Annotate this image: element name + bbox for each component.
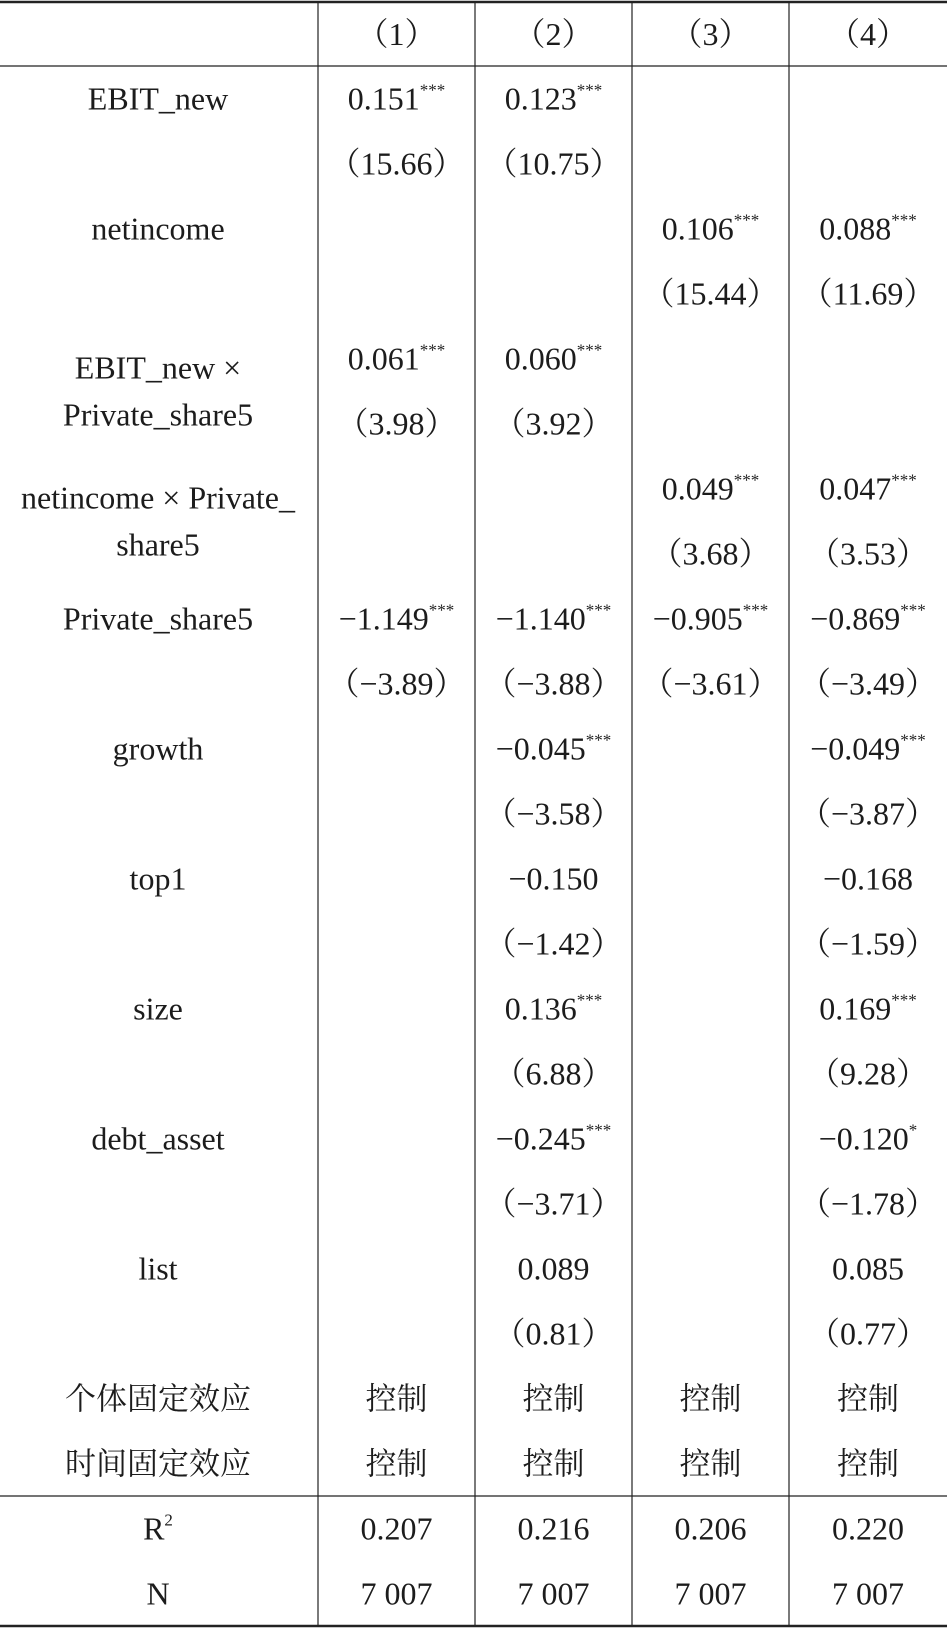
t-stat-cell: （−3.89） (327, 665, 466, 702)
t-stat-cell: （−1.42） (484, 925, 623, 962)
significance-stars: *** (742, 600, 769, 620)
row-label: list (138, 1250, 178, 1287)
coefficient-cell: 0.049*** (661, 470, 760, 507)
coefficient-cell: −1.140*** (495, 600, 612, 637)
row-label: EBIT_new × (74, 349, 242, 386)
coefficient-cell: 0.085 (832, 1250, 904, 1287)
t-stat-cell: （15.44） (642, 275, 779, 312)
significance-stars: *** (891, 210, 917, 230)
stat-cell: 7 007 (674, 1575, 747, 1612)
significance-stars: *** (585, 1120, 612, 1140)
significance-stars: *** (891, 990, 917, 1010)
stat-cell: 0.207 (360, 1510, 433, 1547)
coefficient-cell: 0.151*** (347, 80, 446, 117)
control-cell: 控制 (365, 1381, 428, 1418)
t-stat-cell: （−3.88） (484, 665, 623, 702)
t-stat-cell: （9.28） (807, 1055, 929, 1092)
t-stat-cell: （0.81） (493, 1315, 614, 1352)
coefficient-cell: 0.136*** (504, 990, 603, 1027)
coefficient-cell: 0.060*** (504, 340, 603, 377)
column-header-1: （1） (356, 16, 437, 52)
significance-stars: *** (576, 340, 603, 360)
coefficient-cell: −0.049*** (810, 730, 926, 767)
t-stat-cell: （6.88） (493, 1055, 614, 1092)
control-cell: 控制 (365, 1446, 428, 1483)
stat-label: N (146, 1575, 170, 1612)
significance-stars: *** (428, 600, 455, 620)
significance-stars: *** (585, 730, 612, 750)
column-header-3: （3） (670, 16, 751, 52)
coefficient-cell: −0.120* (818, 1120, 918, 1157)
coefficient-cell: −0.045*** (495, 730, 612, 767)
stat-cell: 7 007 (832, 1575, 904, 1612)
stat-cell: 0.206 (674, 1510, 747, 1547)
coefficient-cell: −0.905*** (652, 600, 769, 637)
control-cell: 控制 (837, 1446, 899, 1483)
coefficient-cell: −0.150 (508, 860, 599, 897)
coefficient-cell: −0.168 (822, 860, 914, 897)
stat-cell: 7 007 (517, 1575, 590, 1612)
coefficient-cell: 0.123*** (504, 80, 603, 117)
t-stat-cell: （−1.78） (798, 1185, 938, 1222)
significance-stars: *** (733, 470, 760, 490)
t-stat-cell: （3.92） (493, 405, 614, 442)
row-label: EBIT_new (87, 80, 229, 117)
coefficient-cell: −0.869*** (810, 600, 926, 637)
t-stat-cell: （3.98） (336, 405, 457, 442)
control-cell: 控制 (679, 1446, 742, 1483)
t-stat-cell: （−3.71） (484, 1185, 623, 1222)
row-label: top1 (129, 860, 187, 897)
significance-stars: *** (419, 340, 446, 360)
stat-label: $R^2$ (143, 1510, 173, 1547)
significance-stars: *** (419, 80, 446, 100)
control-cell: 控制 (679, 1381, 742, 1418)
stat-cell: 7 007 (360, 1575, 433, 1612)
row-label: Private_share5 (62, 396, 254, 433)
coefficient-cell: 0.106*** (661, 210, 760, 247)
stat-cell: 0.220 (832, 1510, 904, 1547)
t-stat-cell: （3.68） (650, 535, 771, 572)
t-stat-cell: （−3.87） (798, 795, 938, 832)
t-stat-cell: （−3.61） (641, 665, 780, 702)
stat-cell: 0.216 (517, 1510, 590, 1547)
significance-stars: *** (733, 210, 760, 230)
t-stat-cell: （11.69） (800, 275, 936, 312)
control-label: 个体固定效应 (65, 1381, 251, 1418)
control-cell: 控制 (837, 1381, 899, 1418)
row-label: netincome × Private_ (21, 479, 295, 516)
significance-stars: *** (576, 990, 603, 1010)
coefficient-cell: 0.047*** (819, 470, 917, 507)
coefficient-cell: 0.088*** (819, 210, 917, 247)
column-header-2: （2） (513, 16, 594, 52)
row-label: growth (112, 730, 204, 767)
coefficient-cell: 0.089 (517, 1250, 590, 1287)
row-label: Private_share5 (62, 600, 254, 637)
coefficient-cell: −0.245*** (495, 1120, 612, 1157)
coefficient-cell: −1.149*** (338, 600, 455, 637)
row-label: netincome (91, 210, 225, 247)
significance-stars: * (908, 1120, 918, 1140)
coefficient-cell: 0.061*** (347, 340, 446, 377)
control-label: 时间固定效应 (65, 1446, 251, 1483)
significance-stars: *** (891, 470, 917, 490)
row-label: share5 (116, 526, 200, 563)
t-stat-cell: （15.66） (328, 145, 465, 182)
control-cell: 控制 (522, 1381, 585, 1418)
column-header-4: （4） (827, 16, 909, 52)
significance-stars: *** (576, 80, 603, 100)
control-cell: 控制 (522, 1446, 585, 1483)
significance-stars: *** (900, 600, 926, 620)
t-stat-cell: （3.53） (807, 535, 929, 572)
coefficient-cell: 0.169*** (819, 990, 917, 1027)
t-stat-cell: （−3.49） (798, 665, 938, 702)
t-stat-cell: （0.77） (807, 1315, 929, 1352)
significance-stars: *** (585, 600, 612, 620)
significance-stars: *** (900, 730, 926, 750)
t-stat-cell: （10.75） (485, 145, 622, 182)
t-stat-cell: （−3.58） (484, 795, 623, 832)
t-stat-cell: （−1.59） (798, 925, 938, 962)
row-label: debt_asset (91, 1120, 225, 1157)
row-label: size (133, 990, 183, 1027)
